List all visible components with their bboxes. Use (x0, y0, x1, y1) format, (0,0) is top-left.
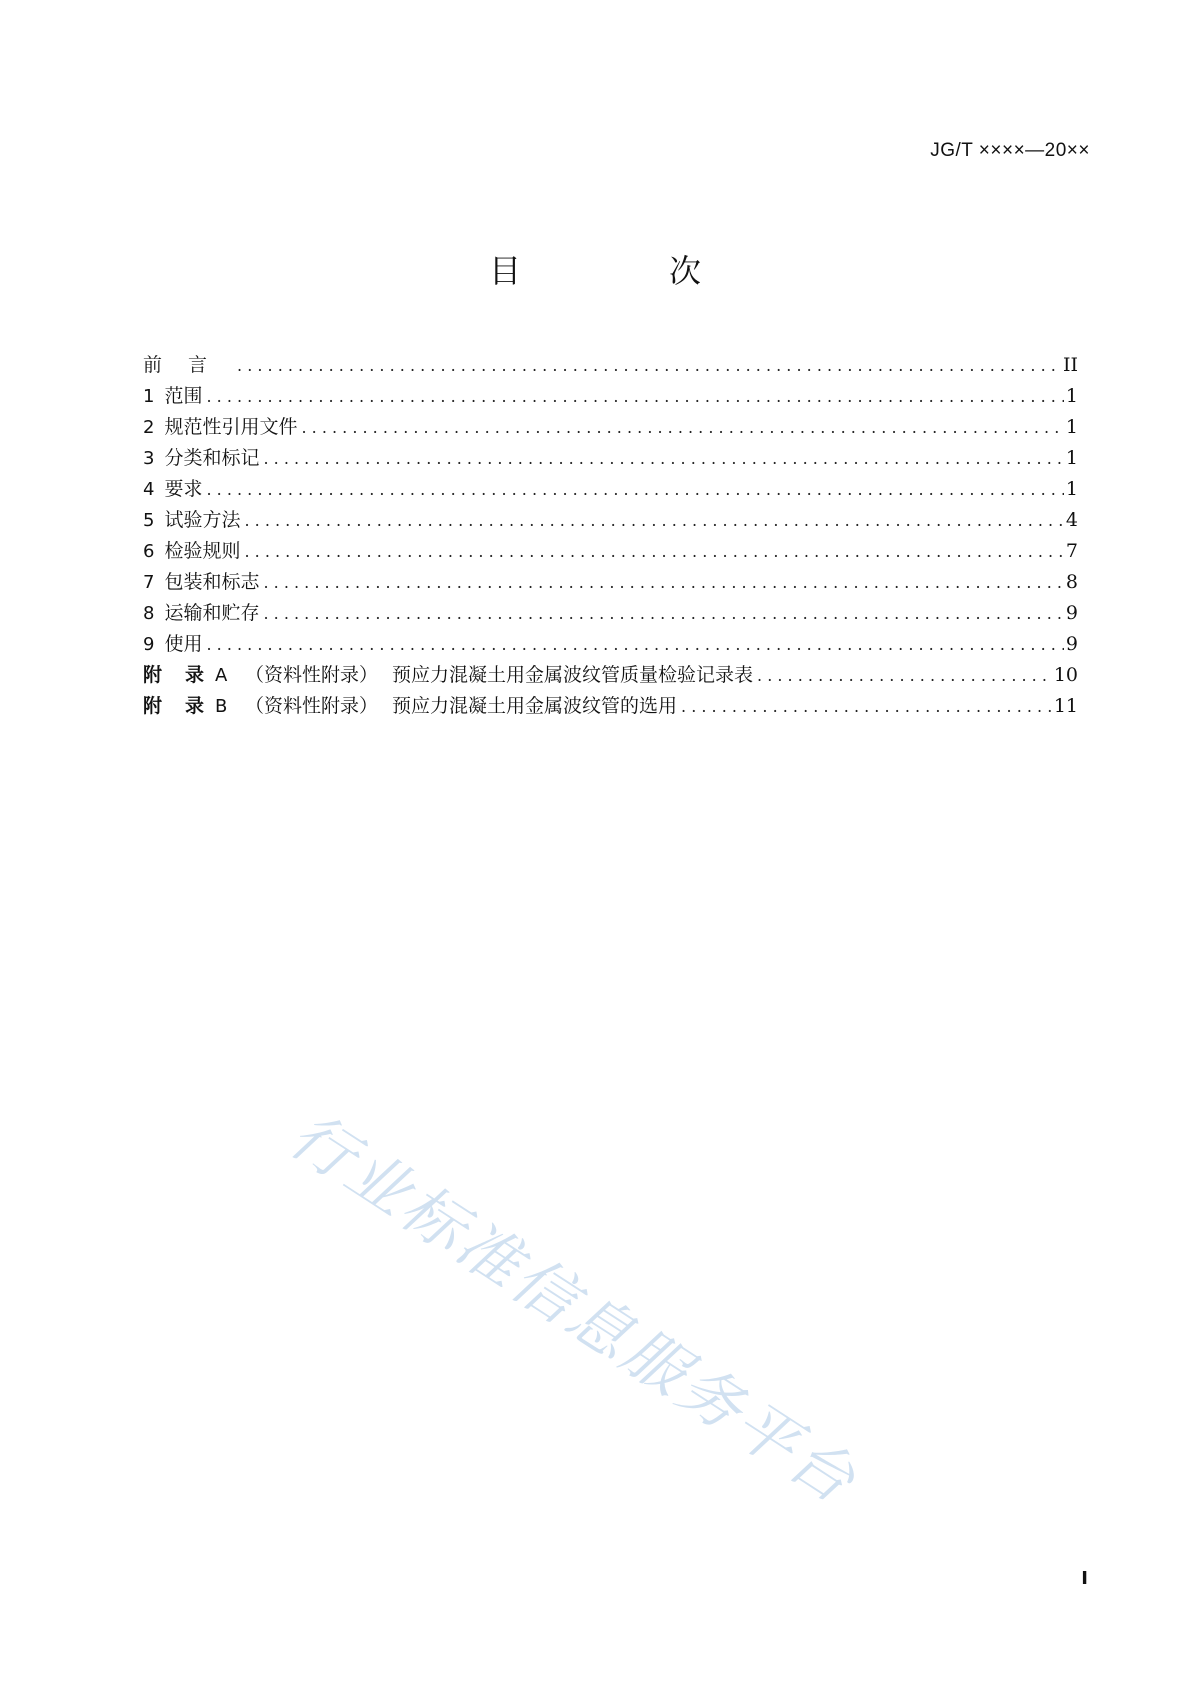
toc-entry-requirements[interactable] (143, 474, 1078, 505)
toc-entry-transport-storage[interactable] (143, 598, 1078, 629)
toc-leader-dots (757, 660, 1052, 691)
toc-entry-page: 8 (1065, 571, 1078, 593)
toc-entry-label: 试验方法 (164, 509, 241, 531)
toc-entry-page: 4 (1065, 509, 1078, 531)
appendix-prefix: 附 录 (143, 695, 205, 717)
toc-entry-page: II (1062, 354, 1078, 376)
toc-leader-dots (206, 474, 1063, 505)
document-code: JG/T ××××—20×× (930, 140, 1090, 161)
toc-entry-number: 3 (143, 448, 155, 469)
toc-entry-label: 检验规则 (164, 540, 241, 562)
toc-entry-page: 10 (1053, 664, 1078, 686)
toc-entry-test-methods[interactable] (143, 505, 1078, 536)
toc-entry-number: 7 (143, 572, 155, 593)
toc-leader-dots (237, 350, 1061, 381)
toc-entry-scope[interactable] (143, 381, 1078, 412)
toc-entry-label: 使用 (164, 633, 203, 655)
toc-entry-appendix-a[interactable] (143, 660, 1078, 691)
toc-entry-label: 运输和贮存 (164, 602, 260, 624)
table-of-contents (143, 350, 1078, 722)
toc-entry-inspection-rules[interactable] (143, 536, 1078, 567)
appendix-title: 预应力混凝土用金属波纹管的选用 (392, 695, 678, 717)
appendix-prefix: 附 录 (143, 664, 205, 686)
page-number: I (1081, 1568, 1088, 1589)
toc-entry-page: 9 (1065, 633, 1078, 655)
toc-entry-label: 规范性引用文件 (164, 416, 298, 438)
toc-entry-number: 9 (143, 634, 155, 655)
toc-entry-label: 前言 (143, 354, 234, 376)
toc-leader-dots (263, 567, 1063, 598)
toc-leader-dots (681, 691, 1052, 722)
toc-leader-dots (263, 443, 1063, 474)
toc-entry-page: 1 (1065, 416, 1078, 438)
watermark: 行业标准信息服务平台 (277, 1098, 871, 1519)
appendix-type: （资料性附录） (245, 664, 379, 686)
toc-entry-page: 11 (1053, 695, 1078, 717)
toc-entry-label: 分类和标记 (164, 447, 260, 469)
toc-entry-normative-references[interactable] (143, 412, 1078, 443)
toc-entry-number: 5 (143, 510, 155, 531)
toc-entry-page: 9 (1065, 602, 1078, 624)
appendix-letter: B (215, 696, 228, 717)
toc-entry-appendix-b[interactable] (143, 691, 1078, 722)
toc-entry-label: 范围 (164, 385, 203, 407)
toc-entry-label: 包装和标志 (164, 571, 260, 593)
toc-entry-page: 7 (1065, 540, 1078, 562)
toc-entry-page: 1 (1065, 385, 1078, 407)
toc-entry-number: 4 (143, 479, 155, 500)
toc-entry-use[interactable] (143, 629, 1078, 660)
toc-entry-label: 要求 (164, 478, 203, 500)
toc-entry-classification[interactable] (143, 443, 1078, 474)
toc-entry-number: 6 (143, 541, 155, 562)
toc-leader-dots (301, 412, 1063, 443)
toc-leader-dots (206, 381, 1063, 412)
toc-entry-page: 1 (1065, 478, 1078, 500)
toc-entry-number: 8 (143, 603, 155, 624)
toc-leader-dots (244, 536, 1063, 567)
toc-entry-foreword[interactable] (143, 350, 1078, 381)
page-title: 目 次 (488, 252, 759, 290)
appendix-title: 预应力混凝土用金属波纹管质量检验记录表 (392, 664, 754, 686)
toc-leader-dots (244, 505, 1063, 536)
toc-entry-number: 2 (143, 417, 155, 438)
appendix-type: （资料性附录） (245, 695, 379, 717)
toc-leader-dots (206, 629, 1063, 660)
toc-leader-dots (263, 598, 1063, 629)
toc-entry-page: 1 (1065, 447, 1078, 469)
toc-entry-packaging-marking[interactable] (143, 567, 1078, 598)
appendix-letter: A (215, 665, 228, 686)
toc-entry-number: 1 (143, 386, 155, 407)
